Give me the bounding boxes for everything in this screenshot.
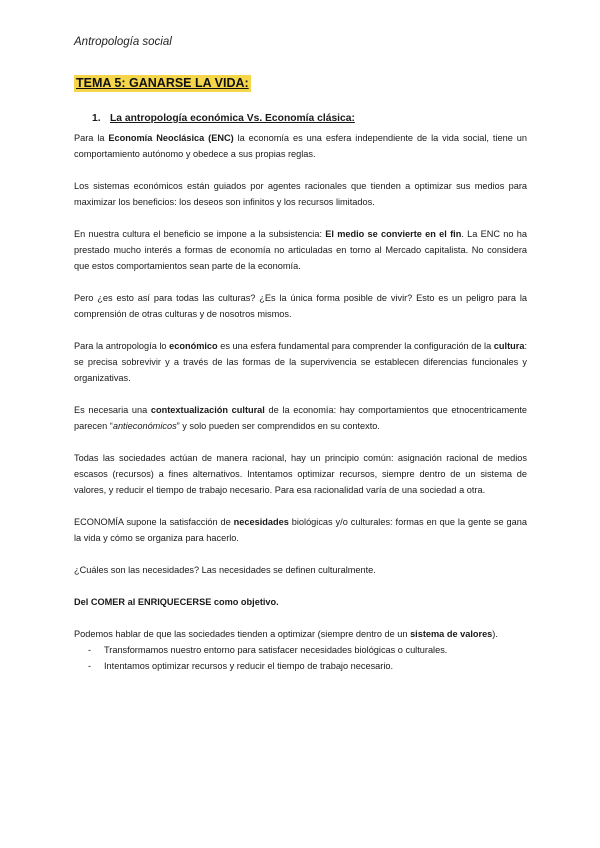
paragraph: Todas las sociedades actúan de manera racional, hay un principio común: asignación racional de medios escasos (recursos) a fines alternativos. Intentamos optimizar recursos, siempre dentro de un sistema de valores, y reducir el tiempo de trabajo necesario. Para esa racionalidad varía de una sociedad a otra. [74,453,527,495]
section-number: 1. [92,113,101,124]
list-item [74,658,527,674]
section-heading [74,112,527,126]
text-run: ECONOMÍA supone la satisfacción de [74,517,234,527]
text-run: Es necesaria una [74,405,151,415]
text-run: biológicas y/o culturales: formas en que la gente se gana la vida y cómo se organiza para hacerlo. [74,517,527,543]
document-body [74,112,527,674]
text-run: de la economía: hay comportamientos que etnocentricamente parecen “ [74,405,528,431]
text-run: ” y solo pueden ser comprendidos en su contexto. [176,421,380,431]
paragraph: ¿Cuáles son las necesidades? Las necesidades se definen culturalmente. [74,565,376,575]
bold-term: cultura [493,341,525,351]
paragraph: Los sistemas económicos están guiados por agentes racionales que tienden a optimizar sus medios para maximizar los beneficios: los deseos son infinitos y los recursos limitados. [74,181,527,207]
list-item-text: Transformamos nuestro entorno para satisfacer necesidades biológicas o culturales. [104,645,448,655]
paragraph [74,626,527,642]
text-run: es una esfera fundamental para comprender la configuración de la [217,341,494,351]
dash-marker: - [88,645,92,655]
italic-term: antieconómicos [112,421,177,431]
topic-title: TEMA 5: GANARSE LA VIDA: [76,76,249,90]
paragraph: Pero ¿es esto así para todas las culturas? ¿Es la única forma posible de vivir? Esto es un peligro para la comprensión de otras culturas y de nosotros mismos. [74,293,527,319]
bold-term: Economía Neoclásica (ENC) [108,133,234,143]
paragraph [74,514,527,546]
bold-term: económico [169,341,218,351]
text-run: . La ENC no ha prestado mucho interés a formas de economía no articuladas en torno al Mercado capitalista. No considera que estos comportamientos sean parte de la economía. [74,229,527,271]
subheading: Del COMER al ENRIQUECERSE como objetivo. [74,597,279,607]
bold-term: contextualización cultural [150,405,265,415]
text-run: En nuestra cultura el beneficio se impone a la subsistencia: [74,229,326,239]
bold-term: El medio se convierte en el fin [325,229,462,239]
text-run: Podemos hablar de que las sociedades tienden a optimizar (siempre dentro de un [74,629,411,639]
text-run: Para la antropología lo [74,341,170,351]
text-run: ). [492,629,498,639]
dash-marker: - [88,661,92,671]
paragraph [74,226,527,274]
bullet-list [74,642,527,674]
paragraph [74,338,527,386]
paragraph [74,130,527,162]
text-run: Para la [74,133,109,143]
text-run: la economía es una esfera independiente de la vida social, tiene un comportamiento autónomo y obedece a sus propias reglas. [74,133,527,159]
bold-term: necesidades [233,517,289,527]
header-title: Antropología social [74,36,172,48]
paragraph [74,402,527,434]
text-run: : se precisa sobrevivir y a través de las formas de la supervivencia se establecen diferencias funcionales y organizativas. [74,341,527,383]
section-title: La antropología económica Vs. Economía clásica: [110,113,355,124]
list-item [74,642,527,658]
bold-term: sistema de valores [410,629,493,639]
list-item-text: Intentamos optimizar recursos y reducir el tiempo de trabajo necesario. [104,661,394,671]
